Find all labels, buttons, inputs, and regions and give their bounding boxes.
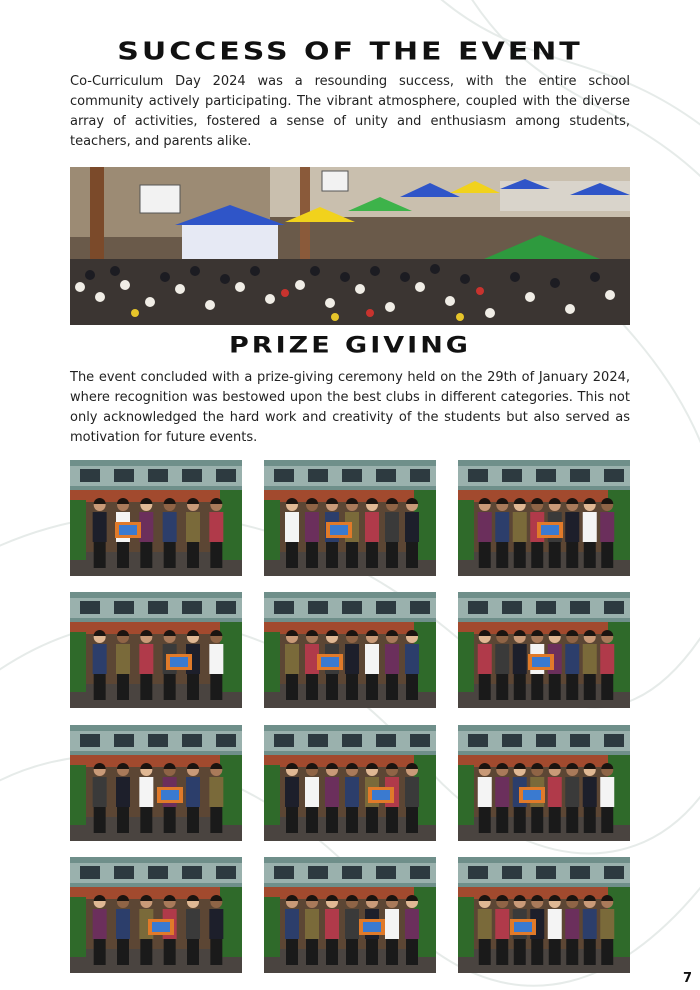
- prize-giving-paragraph: The event concluded with a prize-giving ceremony held on the 29th of January 2024, where recognition was bestowed upon the best clubs in different categories. This not only acknowledged the hard work and creativity of the students but also served as motivation for future events.: [70, 370, 630, 445]
- page-title: SUCCESS OF THE EVENT: [117, 37, 583, 66]
- event-crowd-photo: [70, 167, 630, 325]
- prize-giving-photo-12: [458, 857, 630, 973]
- prize-giving-photo-5: [264, 592, 436, 708]
- prize-giving-photo-1: [70, 460, 242, 576]
- prize-giving-photo-10: [70, 857, 242, 973]
- prize-giving-photo-11: [264, 857, 436, 973]
- prize-giving-photo-2: [264, 460, 436, 576]
- prize-giving-photo-6: [458, 592, 630, 708]
- prize-giving-photo-3: [458, 460, 630, 576]
- prize-giving-photo-8: [264, 725, 436, 841]
- prize-giving-photo-9: [458, 725, 630, 841]
- prize-giving-photo-7: [70, 725, 242, 841]
- page-number: 7: [682, 971, 692, 986]
- event-success-paragraph: Co-Curriculum Day 2024 was a resounding success, with the entire school community actively participating. The vibrant atmosphere, coupled with the diverse array of activities, fostered a sense of unity and enthusiasm among students, teachers, and parents alike.: [70, 74, 630, 149]
- prize-giving-photo-4: [70, 592, 242, 708]
- prize-giving-heading: PRIZE GIVING: [229, 332, 471, 359]
